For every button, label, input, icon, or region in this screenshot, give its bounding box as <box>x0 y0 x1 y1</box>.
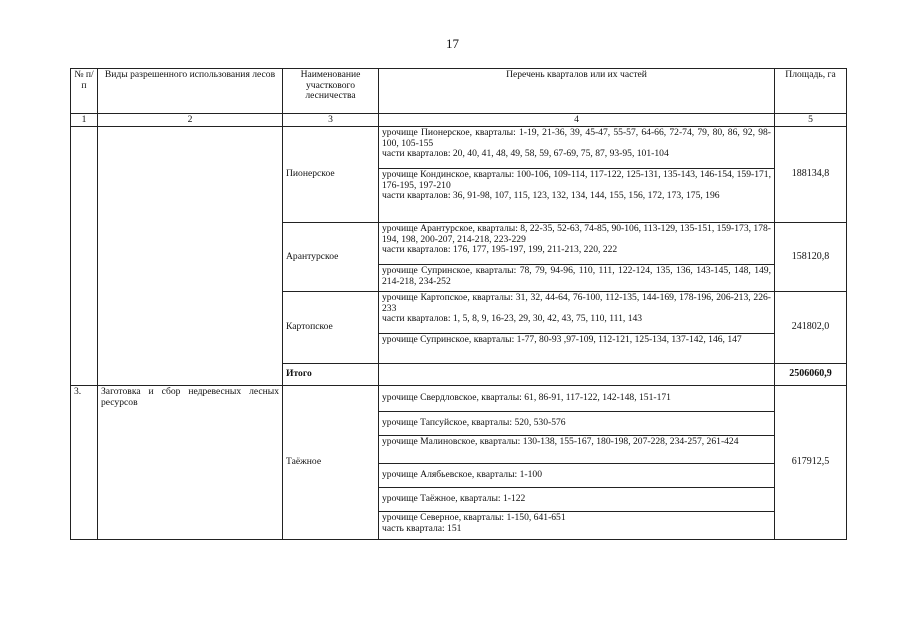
quarters-text: урочище Картопское, кварталы: 31, 32, 44-64, 76-100, 112-135, 144-169, 178-196, 206-213, 226-233 <box>382 292 771 314</box>
quarters-text: урочище Свердловское, кварталы: 61, 86-91, 117-122, 142-148, 151-171 <box>382 392 671 404</box>
quarters-cell <box>379 169 775 223</box>
quarters-cell <box>379 223 775 265</box>
quarters-parts-text: части кварталов: 20, 40, 41, 48, 49, 58, 59, 67-69, 75, 87, 93-95, 101-104 <box>382 148 669 160</box>
area-aranturskoe: 158120,8 <box>775 223 847 292</box>
forestry-name-pionerskoe: Пионерское <box>283 127 379 223</box>
column-number: 2 <box>98 114 283 127</box>
forestry-name-aranturskoe: Арантурское <box>283 223 379 292</box>
column-number: 1 <box>71 114 98 127</box>
total-quarters-cell <box>379 364 775 386</box>
quarters-cell <box>379 292 775 334</box>
usage-type-non-timber: Заготовка и сбор недревесных лесных ресурсов <box>98 386 283 540</box>
quarters-text: урочище Супринское, кварталы: 78, 79, 94-96, 110, 111, 122-124, 135, 136, 143-145, 148, 149, 214-218, 234-252 <box>382 265 771 287</box>
area-pionerskoe: 188134,8 <box>775 127 847 223</box>
quarters-text: урочище Таёжное, кварталы: 1-122 <box>382 493 526 505</box>
forest-quarters-table <box>70 68 847 540</box>
column-number: 4 <box>379 114 775 127</box>
quarters-text: урочище Арантурское, кварталы: 8, 22-35, 52-63, 74-85, 90-106, 113-129, 135-151, 159-173, 178-194, 198, 200-207, 214-218, 223-229 <box>382 223 771 245</box>
quarters-text: урочище Малиновское, кварталы: 130-138, 155-167, 180-198, 207-228, 234-257, 261-424 <box>382 436 739 447</box>
quarters-text: урочище Алябьевское, кварталы: 1-100 <box>382 469 542 481</box>
quarters-cell <box>379 127 775 169</box>
quarters-parts-text: часть квартала: 151 <box>382 522 462 534</box>
header-forestry-name: Наименование участкового лесничества <box>283 69 379 114</box>
quarters-text: урочище Северное, кварталы: 1-150, 641-651 <box>382 512 566 523</box>
quarters-cell <box>379 464 775 488</box>
column-number: 5 <box>775 114 847 127</box>
quarters-cell <box>379 512 775 540</box>
quarters-cell <box>379 334 775 364</box>
quarters-cell <box>379 386 775 412</box>
header-number: № п/п <box>71 69 98 114</box>
table-row <box>71 386 847 412</box>
quarters-text: урочище Пионерское, кварталы: 1-19, 21-36, 39, 45-47, 55-57, 64-66, 72-74, 79, 80, 86, 92, 98-100, 105-155 <box>382 127 771 149</box>
total-label: Итого <box>283 364 379 386</box>
area-kartopskoe: 241802,0 <box>775 292 847 364</box>
quarters-parts-text: части кварталов: 36, 91-98, 107, 115, 123, 132, 134, 144, 155, 156, 172, 173, 175, 196 <box>382 190 720 202</box>
row-number-cell <box>71 127 98 386</box>
header-area: Площадь, га <box>775 69 847 114</box>
forestry-name-kartopskoe: Картопское <box>283 292 379 364</box>
total-area: 2506060,9 <box>775 364 847 386</box>
quarters-text: урочище Кондинское, кварталы: 100-106, 109-114, 117-122, 125-131, 135-143, 146-154, 159-171, 176-195, 197-210 <box>382 169 771 191</box>
row-number-3: 3. <box>71 386 98 540</box>
usage-type-cell <box>98 127 283 386</box>
table-row <box>71 127 847 169</box>
column-number: 3 <box>283 114 379 127</box>
quarters-parts-text: части кварталов: 1, 5, 8, 9, 16-23, 29, 30, 42, 43, 75, 110, 111, 143 <box>382 313 643 325</box>
quarters-text: урочище Тапсуйское, кварталы: 520, 530-576 <box>382 417 566 429</box>
quarters-text: урочище Супринское, кварталы: 1-77, 80-93 ,97-109, 112-121, 125-134, 137-142, 146, 147 <box>382 334 742 345</box>
quarters-parts-text: части кварталов: 176, 177, 195-197, 199, 211-213, 220, 222 <box>382 244 618 256</box>
table-header-row <box>71 69 847 114</box>
forestry-name-taezhnoe: Таёжное <box>283 386 379 540</box>
area-taezhnoe: 617912,5 <box>775 386 847 540</box>
quarters-cell <box>379 412 775 436</box>
quarters-cell <box>379 436 775 464</box>
header-usage-type: Виды разрешенного использования лесов <box>98 69 283 114</box>
header-quarters-list: Перечень кварталов или их частей <box>379 69 775 114</box>
quarters-cell <box>379 265 775 292</box>
column-number-row <box>71 114 847 127</box>
page-number: 17 <box>446 36 459 51</box>
quarters-cell <box>379 488 775 512</box>
